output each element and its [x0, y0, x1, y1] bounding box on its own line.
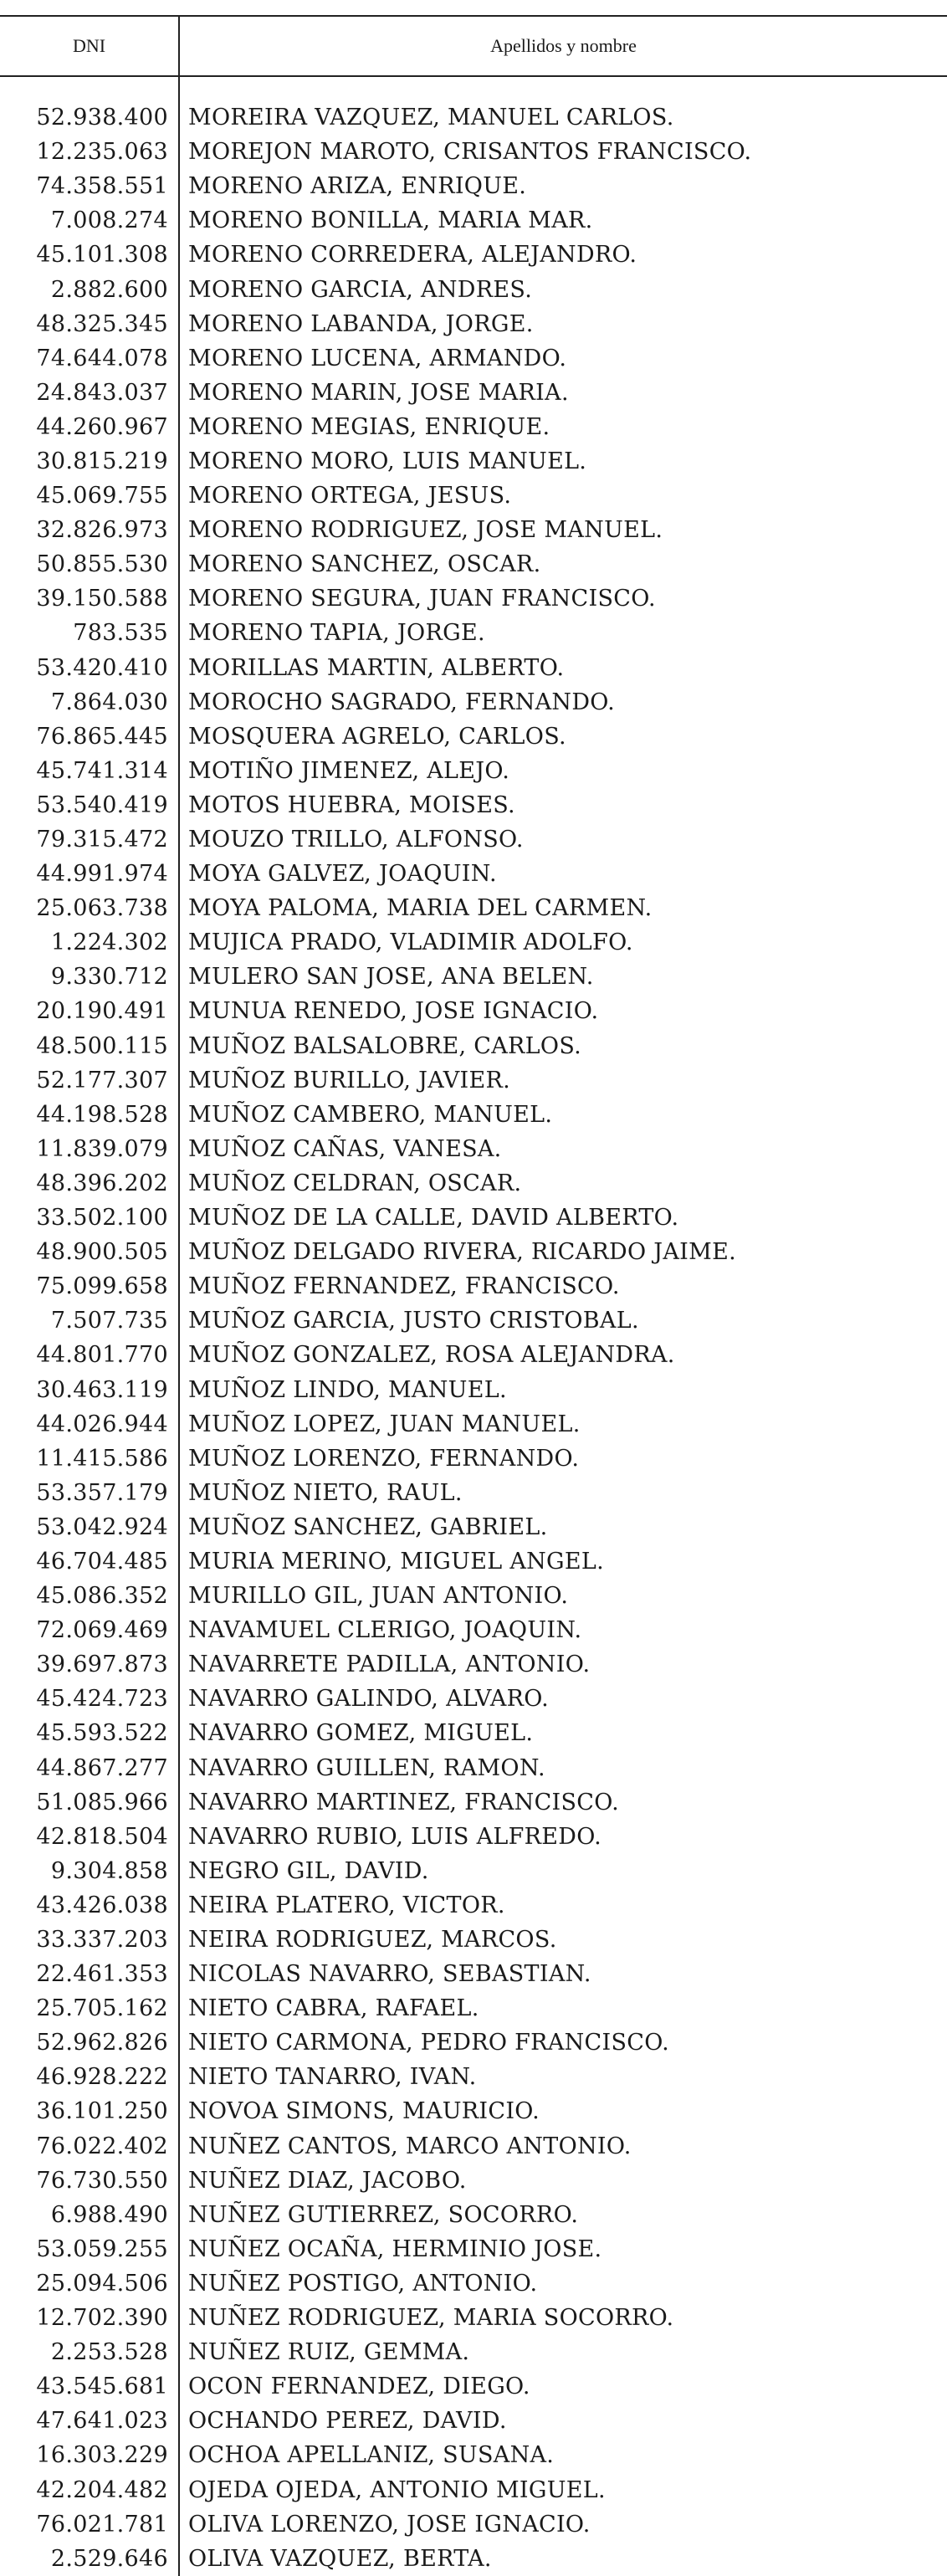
table-row: [0, 341, 947, 376]
table-row: [0, 1029, 947, 1063]
dni-cell: 783.535: [0, 616, 179, 650]
name-cell: NUÑEZ GUTIERREZ, SOCORRO.: [188, 2201, 579, 2228]
dni-cell: 74.644.078: [0, 341, 179, 376]
table-row: [0, 2129, 947, 2164]
dni-cell: 9.330.712: [0, 960, 179, 994]
spacer-cell: [0, 76, 179, 100]
table-row: [0, 1647, 947, 1682]
name-cell: NEIRA RODRIGUEZ, MARCOS.: [188, 1927, 557, 1954]
dni-cell: 7.008.274: [0, 203, 179, 238]
dni-cell: 45.424.723: [0, 1682, 179, 1716]
table-row: [0, 2164, 947, 2198]
name-cell: NAVARRO GOMEZ, MIGUEL.: [188, 1720, 534, 1747]
name-cell: OCON FERNANDEZ, DIEGO.: [188, 2374, 530, 2400]
table-row: [0, 788, 947, 822]
dni-cell: 7.507.735: [0, 1303, 179, 1338]
name-cell: MORENO MEGIAS, ENRIQUE.: [188, 413, 550, 440]
name-cell: MUÑOZ DELGADO RIVERA, RICARDO JAIME.: [188, 1239, 736, 1266]
name-cell: NUÑEZ RODRIGUEZ, MARIA SOCORRO.: [188, 2305, 674, 2332]
name-cell: NAVAMUEL CLERIGO, JOAQUIN.: [188, 1617, 582, 1644]
column-header-name: Apellidos y nombre: [179, 16, 947, 76]
table-row: [0, 1510, 947, 1544]
table-row: [0, 2266, 947, 2301]
name-cell: MUÑOZ NIETO, RAUL.: [188, 1479, 463, 1506]
name-cell: NUÑEZ CANTOS, MARCO ANTONIO.: [188, 2133, 632, 2159]
name-cell: NUÑEZ OCAÑA, HERMINIO JOSE.: [188, 2235, 602, 2262]
name-cell: MURIA MERINO, MIGUEL ANGEL.: [188, 1548, 605, 1575]
dni-cell: 16.303.229: [0, 2438, 179, 2472]
name-cell: NUÑEZ DIAZ, JACOBO.: [188, 2167, 467, 2194]
name-cell: NAVARRO MARTINEZ, FRANCISCO.: [188, 1789, 619, 1815]
dni-cell: 52.177.307: [0, 1063, 179, 1098]
name-cell: NICOLAS NAVARRO, SEBASTIAN.: [188, 1961, 591, 1988]
table-row: [0, 2542, 947, 2576]
dni-cell: 39.150.588: [0, 581, 179, 616]
dni-cell: 1.224.302: [0, 925, 179, 960]
table-row: [0, 651, 947, 685]
dni-cell: 44.026.944: [0, 1407, 179, 1442]
dni-cell: 45.069.755: [0, 479, 179, 513]
table-row: [0, 2094, 947, 2128]
dni-cell: 53.059.255: [0, 2232, 179, 2266]
dni-cell: 7.864.030: [0, 685, 179, 720]
table-row: [0, 547, 947, 581]
table-row: [0, 754, 947, 788]
name-cell: NUÑEZ POSTIGO, ANTONIO.: [188, 2270, 538, 2297]
dni-cell: 43.426.038: [0, 1888, 179, 1923]
dni-cell: 25.705.162: [0, 1991, 179, 2025]
table-row: [0, 100, 947, 135]
name-cell: MORENO GARCIA, ANDRES.: [188, 276, 533, 303]
name-cell: MORENO SANCHEZ, OSCAR.: [188, 551, 541, 578]
table-row: [0, 1166, 947, 1201]
dni-cell: 46.928.222: [0, 2060, 179, 2094]
name-cell: MORILLAS MARTIN, ALBERTO.: [188, 654, 565, 681]
roster-table: [0, 15, 947, 2576]
table-row: [0, 1063, 947, 1098]
dni-cell: 76.865.445: [0, 720, 179, 754]
dni-cell: 9.304.858: [0, 1854, 179, 1888]
name-cell: MORENO ORTEGA, JESUS.: [188, 483, 512, 510]
name-cell: NIETO CABRA, RAFAEL.: [188, 1995, 479, 2022]
name-cell: MUNUA RENEDO, JOSE IGNACIO.: [188, 998, 599, 1025]
dni-cell: 45.741.314: [0, 754, 179, 788]
spacer-row: [0, 76, 947, 100]
table-row: [0, 1407, 947, 1442]
dni-cell: 72.069.469: [0, 1613, 179, 1647]
name-cell: MUÑOZ CELDRAN, OSCAR.: [188, 1170, 522, 1196]
name-cell: MOROCHO SAGRADO, FERNANDO.: [188, 689, 616, 715]
name-cell: MUÑOZ SANCHEZ, GABRIEL.: [188, 1513, 548, 1540]
dni-cell: 42.204.482: [0, 2472, 179, 2507]
table-row: [0, 2438, 947, 2472]
name-cell: MURILLO GIL, JUAN ANTONIO.: [188, 1583, 569, 1610]
table-row: [0, 479, 947, 513]
table-body: [0, 76, 947, 2576]
name-cell: NAVARRO RUBIO, LUIS ALFREDO.: [188, 1823, 601, 1850]
name-cell: NIETO CARMONA, PEDRO FRANCISCO.: [188, 2030, 669, 2056]
name-cell: NEIRA PLATERO, VICTOR.: [188, 1892, 505, 1918]
name-cell: MORENO MORO, LUIS MANUEL.: [188, 448, 587, 474]
name-cell: MOTOS HUEBRA, MOISES.: [188, 791, 515, 818]
table-row: [0, 1201, 947, 1235]
name-cell: MOUZO TRILLO, ALFONSO.: [188, 827, 524, 853]
dni-cell: 33.337.203: [0, 1923, 179, 1957]
name-cell: MORENO LABANDA, JORGE.: [188, 310, 534, 337]
table-row: [0, 857, 947, 891]
name-cell: MORENO TAPIA, JORGE.: [188, 620, 485, 647]
dni-cell: 79.315.472: [0, 822, 179, 857]
dni-cell: 47.641.023: [0, 2404, 179, 2438]
name-cell: NOVOA SIMONS, MAURICIO.: [188, 2098, 540, 2125]
dni-cell: 20.190.491: [0, 994, 179, 1028]
name-cell: MUÑOZ GONZALEZ, ROSA ALEJANDRA.: [188, 1342, 675, 1369]
table-row: [0, 2507, 947, 2542]
dni-cell: 30.815.219: [0, 444, 179, 479]
dni-cell: 48.500.115: [0, 1029, 179, 1063]
table-row: [0, 376, 947, 410]
dni-cell: 44.991.974: [0, 857, 179, 891]
dni-cell: 48.396.202: [0, 1166, 179, 1201]
table-row: [0, 1098, 947, 1132]
table-row: [0, 925, 947, 960]
table-row: [0, 1820, 947, 1854]
dni-cell: 39.697.873: [0, 1647, 179, 1682]
table-row: [0, 203, 947, 238]
table-row: [0, 1442, 947, 1476]
dni-cell: 75.099.658: [0, 1269, 179, 1303]
name-cell: MOTIÑO JIMENEZ, ALEJO.: [188, 757, 510, 784]
name-cell: MUÑOZ LOPEZ, JUAN MANUEL.: [188, 1411, 581, 1437]
dni-cell: 44.801.770: [0, 1338, 179, 1372]
name-cell: MUÑOZ BALSALOBRE, CARLOS.: [188, 1032, 582, 1059]
dni-cell: 2.253.528: [0, 2335, 179, 2369]
name-cell: NAVARRO GUILLEN, RAMON.: [188, 1754, 545, 1781]
dni-cell: 46.704.485: [0, 1544, 179, 1579]
table-row: [0, 1235, 947, 1269]
name-cell: OJEDA OJEDA, ANTONIO MIGUEL.: [188, 2476, 606, 2503]
table-row: [0, 2232, 947, 2266]
name-cell: OCHANDO PEREZ, DAVID.: [188, 2408, 507, 2435]
dni-cell: 25.063.738: [0, 891, 179, 925]
name-cell: MOREIRA VAZQUEZ, MANUEL CARLOS.: [188, 105, 674, 131]
table-row: [0, 169, 947, 203]
dni-cell: 44.260.967: [0, 410, 179, 444]
name-cell: MORENO ARIZA, ENRIQUE.: [188, 173, 527, 200]
dni-cell: 76.021.781: [0, 2507, 179, 2542]
table-row: [0, 1888, 947, 1923]
dni-cell: 76.730.550: [0, 2164, 179, 2198]
dni-cell: 24.843.037: [0, 376, 179, 410]
name-cell: MOREJON MAROTO, CRISANTOS FRANCISCO.: [188, 139, 752, 166]
name-cell: OLIVA VAZQUEZ, BERTA.: [188, 2545, 492, 2572]
table-row: [0, 960, 947, 994]
table-row: [0, 1854, 947, 1888]
table-row: [0, 410, 947, 444]
table-row: [0, 444, 947, 479]
table-row: [0, 1338, 947, 1372]
dni-cell: 12.702.390: [0, 2301, 179, 2335]
dni-cell: 36.101.250: [0, 2094, 179, 2128]
table-row: [0, 1923, 947, 1957]
name-cell: MUÑOZ BURILLO, JAVIER.: [188, 1067, 511, 1093]
name-cell: MOSQUERA AGRELO, CARLOS.: [188, 723, 566, 750]
table-row: [0, 1303, 947, 1338]
table-row: [0, 685, 947, 720]
table-row: [0, 1372, 947, 1406]
name-cell: MORENO LUCENA, ARMANDO.: [188, 345, 567, 371]
dni-cell: 22.461.353: [0, 1957, 179, 1991]
name-cell: MORENO RODRIGUEZ, JOSE MANUEL.: [188, 517, 663, 544]
table-row: [0, 272, 947, 306]
name-cell: NAVARRO GALINDO, ALVARO.: [188, 1686, 550, 1713]
name-cell: MUÑOZ LINDO, MANUEL.: [188, 1376, 507, 1403]
table-row: [0, 1132, 947, 1166]
table-row: [0, 1716, 947, 1750]
dni-cell: 44.867.277: [0, 1751, 179, 1785]
dni-cell: 53.042.924: [0, 1510, 179, 1544]
name-cell: MORENO BONILLA, MARIA MAR.: [188, 207, 593, 234]
table-row: [0, 720, 947, 754]
table-row: [0, 1476, 947, 1510]
table-row: [0, 1785, 947, 1820]
column-header-dni: DNI: [0, 16, 179, 76]
dni-cell: 45.086.352: [0, 1579, 179, 1613]
dni-cell: 74.358.551: [0, 169, 179, 203]
dni-cell: 42.818.504: [0, 1820, 179, 1854]
dni-cell: 11.839.079: [0, 1132, 179, 1166]
header-row: [0, 16, 947, 76]
table-row: [0, 2060, 947, 2094]
name-cell: MUÑOZ DE LA CALLE, DAVID ALBERTO.: [188, 1205, 679, 1232]
name-cell: MUÑOZ CAMBERO, MANUEL.: [188, 1101, 553, 1128]
table-row: [0, 238, 947, 272]
dni-cell: 12.235.063: [0, 135, 179, 169]
name-cell: MOYA PALOMA, MARIA DEL CARMEN.: [188, 895, 653, 922]
table-row: [0, 2198, 947, 2232]
dni-cell: 50.855.530: [0, 547, 179, 581]
table-row: [0, 1613, 947, 1647]
table-row: [0, 891, 947, 925]
table-row: [0, 2335, 947, 2369]
dni-cell: 52.938.400: [0, 100, 179, 135]
table-row: [0, 822, 947, 857]
dni-cell: 48.325.345: [0, 307, 179, 341]
table-row: [0, 1957, 947, 1991]
dni-cell: 33.502.100: [0, 1201, 179, 1235]
name-cell: NUÑEZ RUIZ, GEMMA.: [188, 2339, 470, 2366]
name-cell: MORENO SEGURA, JUAN FRANCISCO.: [188, 586, 656, 612]
table-row: [0, 2025, 947, 2060]
name-cell: MUÑOZ CAÑAS, VANESA.: [188, 1135, 502, 1162]
dni-cell: 25.094.506: [0, 2266, 179, 2301]
table-row: [0, 1544, 947, 1579]
name-cell: MORENO MARIN, JOSE MARIA.: [188, 379, 569, 406]
name-cell: MUÑOZ GARCIA, JUSTO CRISTOBAL.: [188, 1308, 639, 1334]
table-row: [0, 1682, 947, 1716]
dni-cell: 30.463.119: [0, 1372, 179, 1406]
dni-cell: 2.882.600: [0, 272, 179, 306]
name-cell: OCHOA APELLANIZ, SUSANA.: [188, 2442, 555, 2469]
table-row: [0, 994, 947, 1028]
dni-cell: 45.101.308: [0, 238, 179, 272]
table-row: [0, 513, 947, 547]
dni-cell: 51.085.966: [0, 1785, 179, 1820]
dni-cell: 45.593.522: [0, 1716, 179, 1750]
dni-cell: 76.022.402: [0, 2129, 179, 2164]
dni-cell: 6.988.490: [0, 2198, 179, 2232]
table-row: [0, 1751, 947, 1785]
dni-cell: 11.415.586: [0, 1442, 179, 1476]
name-cell: OLIVA LORENZO, JOSE IGNACIO.: [188, 2511, 591, 2538]
table-row: [0, 1269, 947, 1303]
spacer-cell: [179, 76, 947, 100]
name-cell: MUÑOZ FERNANDEZ, FRANCISCO.: [188, 1273, 620, 1300]
table-row: [0, 2404, 947, 2438]
table-row: [0, 2369, 947, 2404]
table-row: [0, 1991, 947, 2025]
table-row: [0, 616, 947, 650]
table-row: [0, 2301, 947, 2335]
table-row: [0, 1579, 947, 1613]
name-cell: NAVARRETE PADILLA, ANTONIO.: [188, 1652, 591, 1678]
name-cell: MULERO SAN JOSE, ANA BELEN.: [188, 964, 594, 991]
name-cell: MUJICA PRADO, VLADIMIR ADOLFO.: [188, 930, 633, 956]
table-row: [0, 581, 947, 616]
dni-cell: 44.198.528: [0, 1098, 179, 1132]
table-header: [0, 16, 947, 76]
dni-cell: 52.962.826: [0, 2025, 179, 2060]
name-cell: NEGRO GIL, DAVID.: [188, 1857, 429, 1884]
table-row: [0, 135, 947, 169]
name-cell: MORENO CORREDERA, ALEJANDRO.: [188, 242, 637, 269]
dni-cell: 2.529.646: [0, 2542, 179, 2576]
dni-cell: 53.420.410: [0, 651, 179, 685]
name-cell: NIETO TANARRO, IVAN.: [188, 2064, 477, 2091]
name-cell: MUÑOZ LORENZO, FERNANDO.: [188, 1445, 580, 1472]
dni-cell: 43.545.681: [0, 2369, 179, 2404]
table-row: [0, 2472, 947, 2507]
dni-cell: 48.900.505: [0, 1235, 179, 1269]
name-cell: MOYA GALVEZ, JOAQUIN.: [188, 861, 497, 888]
dni-cell: 53.540.419: [0, 788, 179, 822]
dni-cell: 32.826.973: [0, 513, 179, 547]
table-row: [0, 307, 947, 341]
dni-cell: 53.357.179: [0, 1476, 179, 1510]
